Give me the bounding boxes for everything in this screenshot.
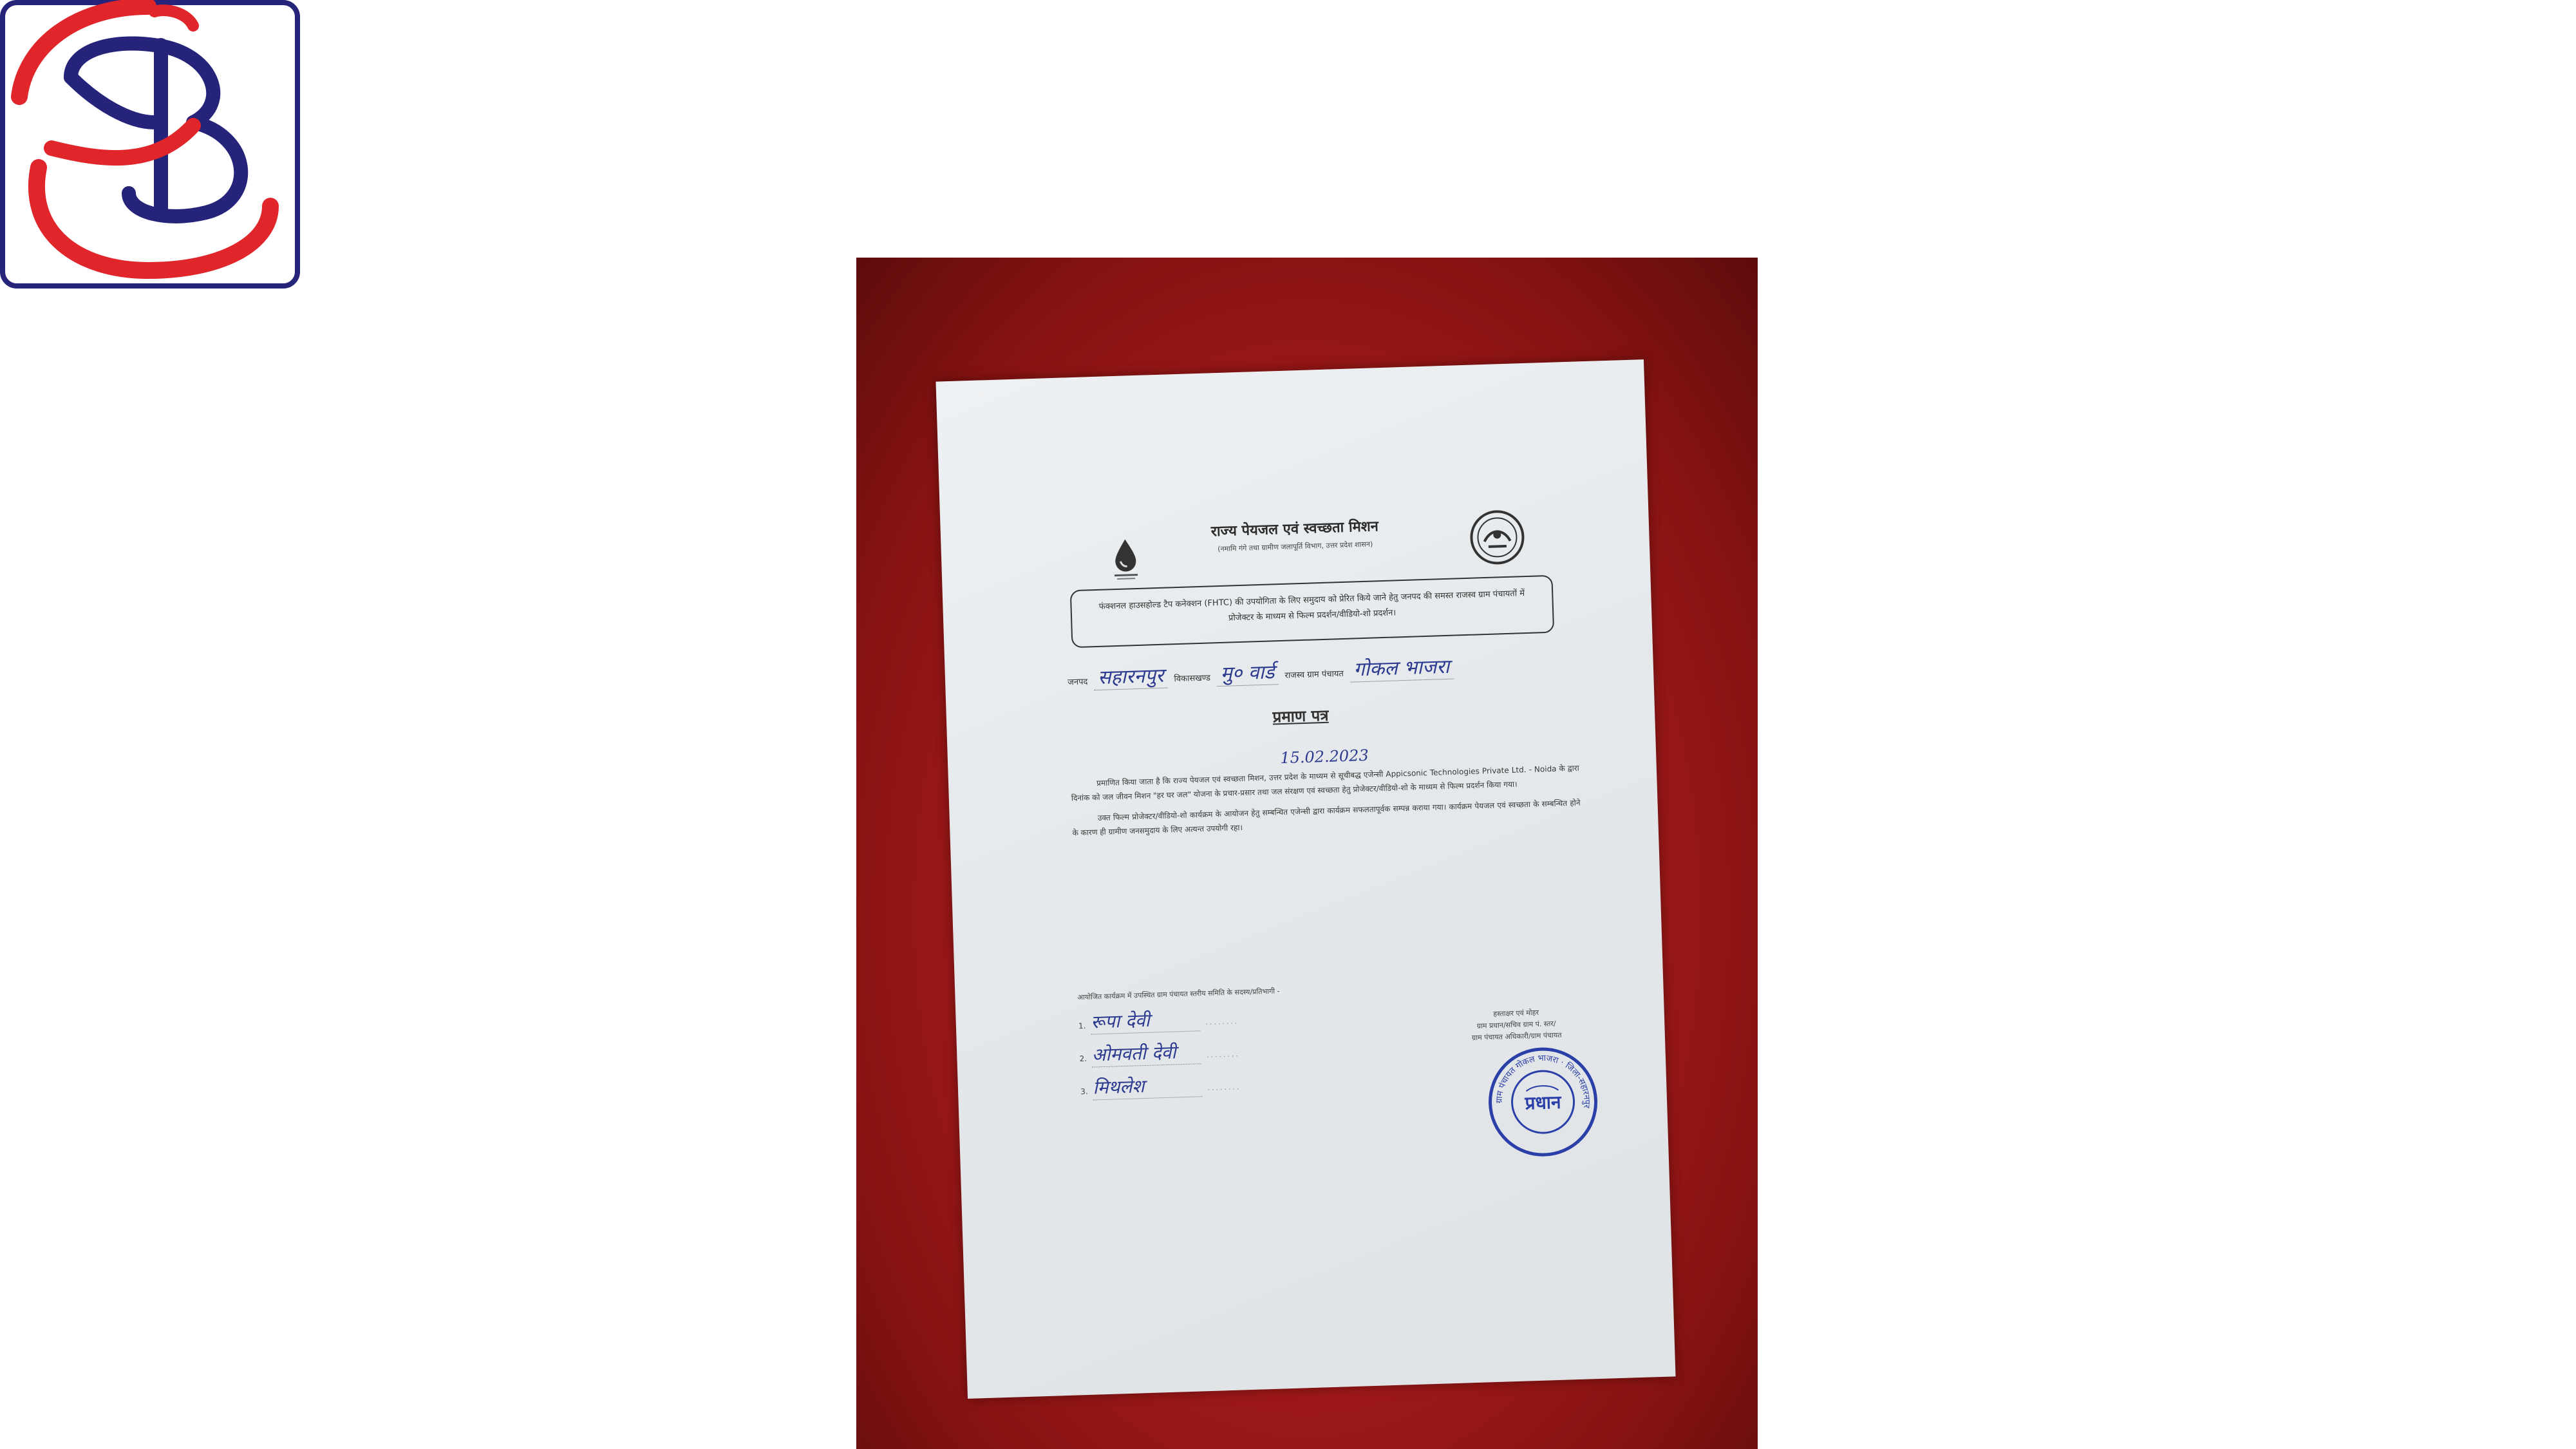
panchayat-label: राजस्व ग्राम पंचायत [1284,668,1344,681]
pradhan-stamp-icon [1485,1044,1601,1160]
participant-name: रूपा देवी [1091,1006,1201,1034]
participant-name: ओमवती देवी [1091,1039,1201,1067]
participant-number: 1. [1078,1021,1086,1031]
signature-dots: ........ [1207,1083,1241,1092]
signature-dots: ........ [1206,1050,1241,1059]
signatory-line-2: ग्राम प्रधान/सचिव ग्राम पं. स्तर/ [1476,1019,1556,1030]
program-title-box: फंक्शनल हाउसहोल्ड टैप कनेक्शन (FHTC) की उपयोगिता के लिए समुदाय को प्रेरित किये जाने हेतु जनपद की समस्त राजस्व ग्राम पंचायतों में प्रोजेक्टर के माध्यम से फिल्म प्रदर्शन/वीडियो-शो प्रदर्शन। [1070,575,1554,649]
stamp-ring-text: ग्राम पंचायत गोकल भाजरा · जिला-सहारनपुर [1494,1053,1592,1109]
participant-number: 2. [1079,1054,1087,1064]
block-label: विकासखण्ड [1174,673,1211,685]
department-name: राज्य पेयजल एवं स्वच्छता मिशन [1210,518,1379,540]
block-value: मु० वार्ड [1216,658,1279,687]
district-label: जनपद [1067,677,1088,688]
signature-dots: ........ [1205,1017,1239,1027]
handwritten-date: 15.02.2023 [1279,746,1369,768]
panchayat-value: गोकल भाजरा [1349,652,1454,683]
signatory-line-1: हस्ताक्षर एवं मोहर [1493,1008,1539,1018]
department-subline: (नमामि गंगे तथा ग्रामीण जलापूर्ति विभाग, उत्तर प्रदेश शासन) [1217,540,1373,554]
sb-monogram-icon [0,0,303,290]
certificate-photo [856,258,1758,1449]
certificate-title: प्रमाण पत्र [1272,705,1329,726]
certificate-paper [935,359,1675,1399]
certificate-body [1070,742,1581,847]
body-paragraph-1: प्रमाणित किया जाता है कि राज्य पेयजल एवं स्वच्छता मिशन, उत्तर प्रदेश के माध्यम से सूचीबद्ध एजेन्सी Appicsonic Technologies Private Ltd. - Noida के द्वारा दिनांक को जल जीवन मिशन "हर घर जल" योजना के प्रचार-प्रसार तथा जल संरक्षण एवं स्वच्छता हेतु प्रोजेक्टर/वीडियो-शो के माध्यम से फिल्म प्रदर्शन किया गया। [1071,763,1580,803]
participant-row [1078,1000,1400,1036]
document-header [1095,513,1495,558]
participant-row [1080,1065,1402,1101]
up-govt-seal-icon [1468,508,1527,567]
participants-list [1077,983,1402,1101]
participant-name: मिथलेश [1093,1072,1203,1100]
signatory-line-3: ग्राम पंचायत अधिकारी/ग्राम पंचायत [1471,1030,1562,1043]
stamp-center-text: प्रधान [1525,1091,1562,1114]
district-value: सहारनपुर [1093,661,1167,691]
participant-row [1079,1032,1402,1068]
participants-intro: आयोजित कार्यक्रम में उपस्थित ग्राम पंचायत स्तरीय समिति के सदस्य/प्रतिभागी - [1077,987,1280,1002]
location-line [1067,649,1570,691]
signatory-block [1445,1005,1588,1045]
participant-number: 3. [1080,1086,1088,1097]
body-paragraph-2: उक्त फिल्म प्रोजेक्टर/वीडियो-शो कार्यक्रम के आयोजन हेतु सम्बन्धित एजेन्सी द्वारा कार्यक्रम सफलतापूर्वक सम्पन्न कराया गया। कार्यक्रम पेयजल एवं स्वच्छता के सम्बन्धित होने के कारण ही ग्रामीण जनसमुदाय के लिए अत्यन्त उपयोगी रहा। [1072,798,1581,838]
